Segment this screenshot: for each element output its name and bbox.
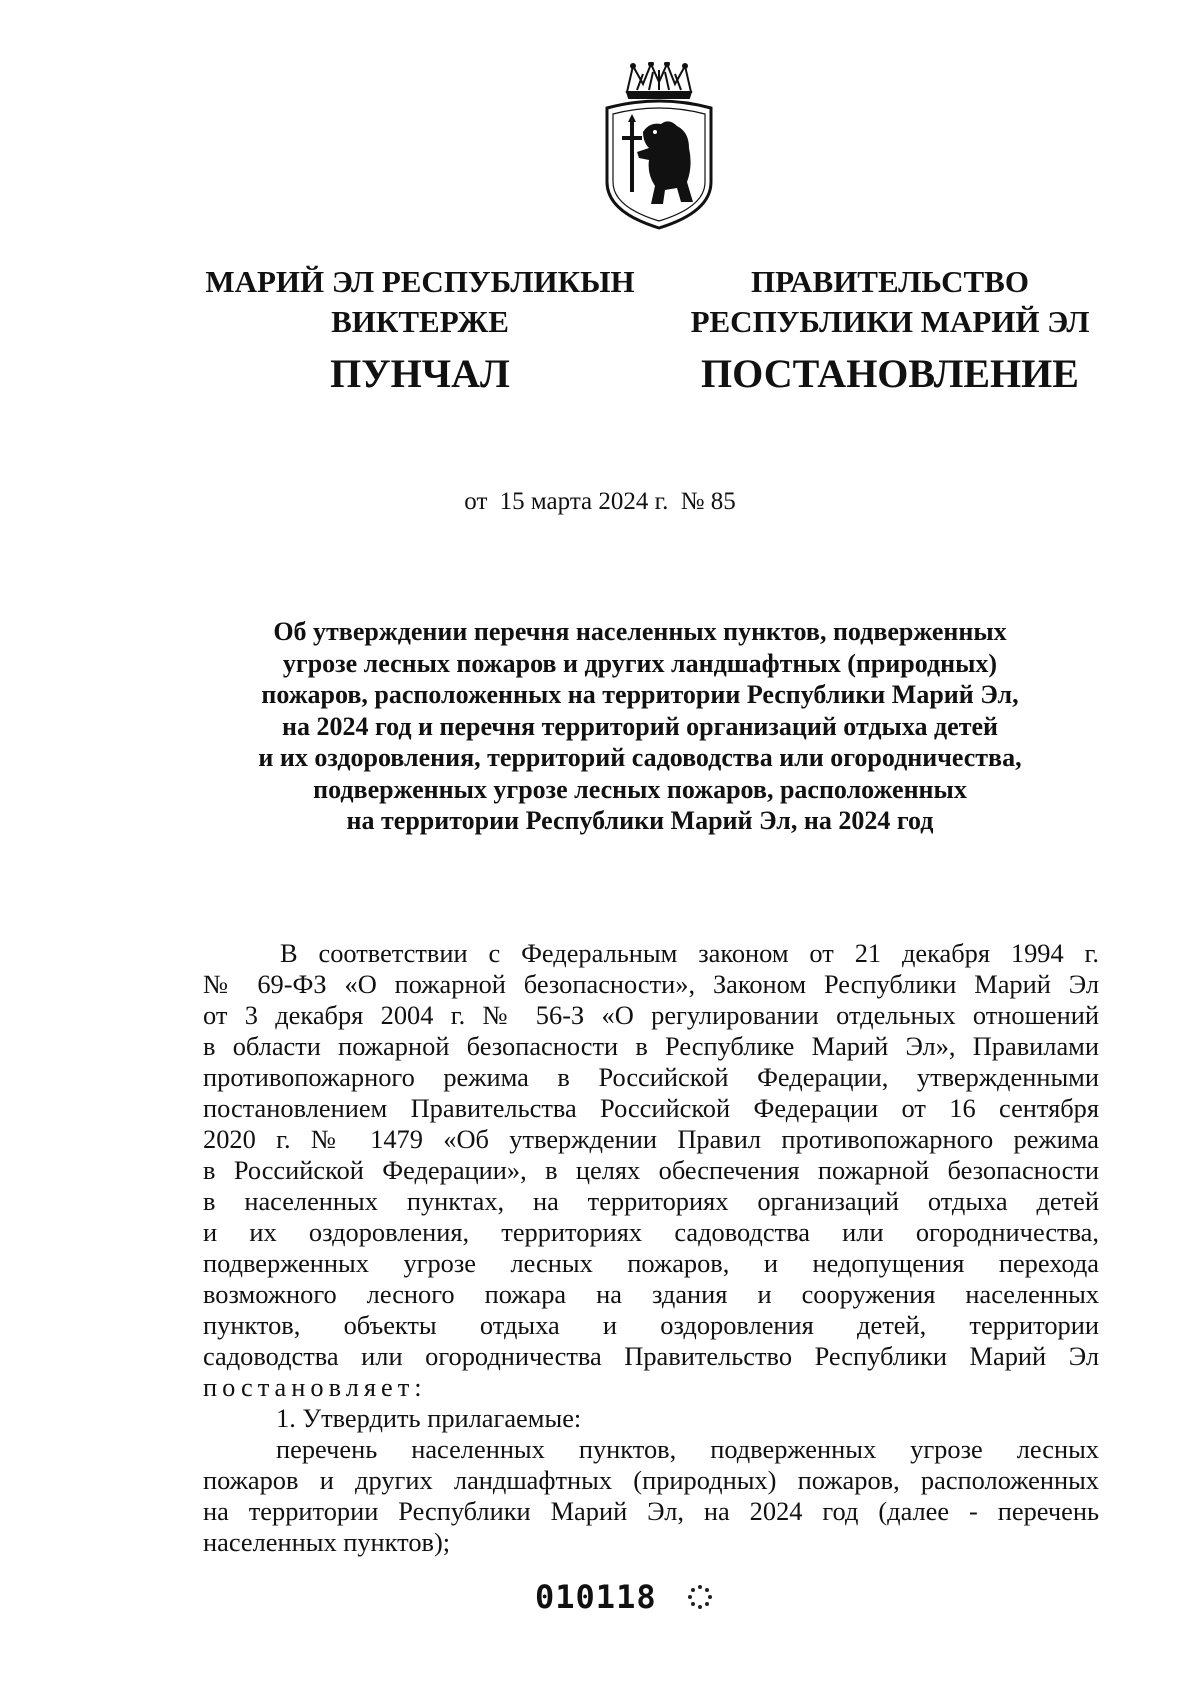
org-name-line: ВИКТЕРЖЕ <box>331 304 509 339</box>
title-line: и их оздоровления, территорий садоводства или огородничества, <box>258 743 1022 772</box>
body-line: пунктов, объекты отдыха и оздоровления детей, территории <box>203 1310 1099 1340</box>
body-line: подверженных угрозе лесных пожаров, и недопущения перехода <box>203 1248 1099 1278</box>
title-line: на 2024 год и перечня территорий организаций отдыха детей <box>282 711 998 741</box>
org-name-line: МАРИЙ ЭЛ РЕСПУБЛИКЫН <box>205 264 635 299</box>
org-name-mari <box>180 262 660 342</box>
act-type-mari: ПУНЧАЛ <box>330 351 510 396</box>
resolves-word: постановляет: <box>203 1372 427 1402</box>
org-name-line: ПРАВИТЕЛЬСТВО <box>751 264 1029 299</box>
body-line: на территории Республики Марий Эл, на 2024 год (далее - перечень <box>203 1496 1099 1526</box>
body-line: противопожарного режима в Российской Федерации, утвержденными <box>203 1062 1099 1092</box>
document-title <box>170 616 1110 837</box>
body-line: от 3 декабря 2004 г. № 56-З «О регулировании отдельных отношений <box>203 1000 1099 1030</box>
body-line: возможного лесного пожара на здания и сооружения населенных <box>203 1279 1099 1309</box>
title-line: на территории Республики Марий Эл, на 2024 год <box>346 806 934 835</box>
body-line: постановлением Правительства Российской Федерации от 16 сентября <box>203 1093 1099 1123</box>
body-line: 2020 г. № 1479 «Об утверждении Правил противопожарного режима <box>203 1124 1099 1154</box>
body-line: и их оздоровления, территориях садоводства или огородничества, <box>203 1217 1099 1247</box>
title-line: угрозе лесных пожаров и других ландшафтных (природных) <box>282 648 998 678</box>
body-line: перечень населенных пунктов, подверженных угрозе лесных <box>276 1434 1099 1464</box>
body-line: населенных пунктов); <box>203 1527 451 1557</box>
title-line: пожаров, расположенных на территории Республики Марий Эл, <box>261 680 1019 709</box>
item-1: 1. Утвердить прилагаемые: <box>276 1403 582 1433</box>
coat-of-arms-icon <box>603 62 716 230</box>
body-line: № 69-ФЗ «О пожарной безопасности», Законом Республики Марий Эл <box>203 969 1099 999</box>
document-number: № 85 <box>680 488 736 515</box>
document-body <box>203 938 1099 1558</box>
act-type-russian: ПОСТАНОВЛЕНИЕ <box>701 351 1079 396</box>
body-line: садоводства или огородничества Правительство Республики Марий Эл <box>203 1341 1099 1371</box>
body-line: в области пожарной безопасности в Республике Марий Эл», Правилами <box>203 1031 1099 1061</box>
title-line: Об утверждении перечня населенных пунктов, подверженных <box>273 617 1007 646</box>
serial-number-stamp: 010118 <box>535 1578 657 1616</box>
dotted-seal-icon <box>685 1582 715 1612</box>
date-prefix: от <box>464 488 488 515</box>
org-name-line: РЕСПУБЛИКИ МАРИЙ ЭЛ <box>690 304 1090 339</box>
body-line: в Российской Федерации», в целях обеспечения пожарной безопасности <box>203 1155 1099 1185</box>
org-name-russian <box>680 262 1100 342</box>
body-line: в населенных пунктах, на территориях организаций отдыха детей <box>203 1186 1099 1216</box>
date-number-line <box>0 488 1200 516</box>
body-line: пожаров и других ландшафтных (природных) пожаров, расположенных <box>203 1465 1099 1495</box>
document-date: 15 марта 2024 г. <box>499 488 669 515</box>
body-line: В соответствии с Федеральным законом от 21 декабря 1994 г. <box>280 938 1099 968</box>
title-line: подверженных угрозе лесных пожаров, расположенных <box>313 774 967 804</box>
